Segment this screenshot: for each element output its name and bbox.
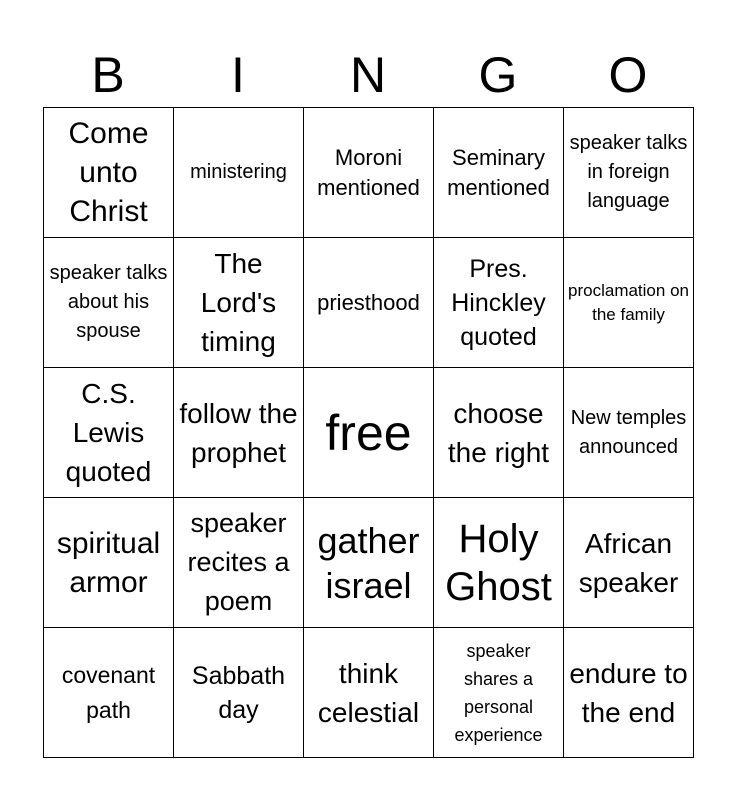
bingo-cell[interactable] <box>434 238 564 368</box>
cell-label: choose the right <box>447 397 550 468</box>
cell-label: Come unto Christ <box>68 117 149 228</box>
header-letter-n: N <box>349 47 387 103</box>
cell-label: C.S. Lewis quoted <box>65 378 152 487</box>
header-letter-o: O <box>608 47 648 103</box>
cell-label: African speaker <box>578 527 679 598</box>
cell-label: endure to the end <box>569 657 688 728</box>
cell-label: speaker talks about his spouse <box>49 262 168 342</box>
cell-label: gather israel <box>317 519 420 606</box>
board-row-1 <box>44 108 694 238</box>
cell-label: priesthood <box>317 289 420 315</box>
board-row-4 <box>44 498 694 628</box>
bingo-cell[interactable] <box>44 238 174 368</box>
bingo-cell[interactable] <box>44 108 174 238</box>
bingo-cell[interactable] <box>564 498 694 628</box>
bingo-cell[interactable] <box>564 238 694 368</box>
cell-label: speaker talks in foreign language <box>569 132 688 212</box>
cell-label: Sabbath day <box>191 661 286 724</box>
bingo-cell[interactable] <box>434 368 564 498</box>
board-row-2 <box>44 238 694 368</box>
bingo-cell[interactable] <box>304 108 434 238</box>
bingo-cell[interactable] <box>44 498 174 628</box>
cell-label: follow the prophet <box>179 397 298 468</box>
bingo-cell[interactable] <box>434 108 564 238</box>
cell-label: speaker shares a personal experience <box>454 640 543 745</box>
bingo-cell[interactable] <box>44 368 174 498</box>
free-space-label: free <box>325 404 412 461</box>
bingo-cell[interactable] <box>434 498 564 628</box>
bingo-cell[interactable] <box>44 628 174 758</box>
bingo-cell[interactable] <box>564 108 694 238</box>
bingo-cell[interactable] <box>564 628 694 758</box>
bingo-header <box>43 44 693 106</box>
bingo-cell[interactable] <box>304 238 434 368</box>
bingo-cell[interactable] <box>564 368 694 498</box>
bingo-cell[interactable] <box>174 498 304 628</box>
bingo-cell[interactable] <box>174 238 304 368</box>
bingo-cell[interactable] <box>304 498 434 628</box>
cell-label: ministering <box>190 161 287 183</box>
bingo-board <box>43 107 694 758</box>
board-row-3 <box>44 368 694 498</box>
cell-label: Pres. Hinckley quoted <box>451 254 546 351</box>
board-row-5 <box>44 628 694 758</box>
cell-label: Holy Ghost <box>445 516 552 609</box>
header-letter-i: I <box>231 47 245 103</box>
cell-label: spiritual armor <box>56 526 161 599</box>
bingo-cell[interactable] <box>434 628 564 758</box>
cell-label: covenant path <box>61 661 156 723</box>
cell-label: think celestial <box>317 657 420 728</box>
free-space-cell[interactable] <box>304 368 434 498</box>
header-letter-b: B <box>91 47 125 103</box>
bingo-cell[interactable] <box>174 368 304 498</box>
cell-label: The Lord's timing <box>200 248 277 357</box>
bingo-cell[interactable] <box>304 628 434 758</box>
cell-label: Moroni mentioned <box>317 144 420 200</box>
cell-label: speaker recites a poem <box>187 508 290 616</box>
bingo-cell[interactable] <box>174 108 304 238</box>
cell-label: proclamation on the family <box>568 280 689 324</box>
header-letter-g: G <box>478 47 518 103</box>
cell-label: New temples announced <box>570 406 687 458</box>
bingo-cell[interactable] <box>174 628 304 758</box>
cell-label: Seminary mentioned <box>447 144 550 200</box>
